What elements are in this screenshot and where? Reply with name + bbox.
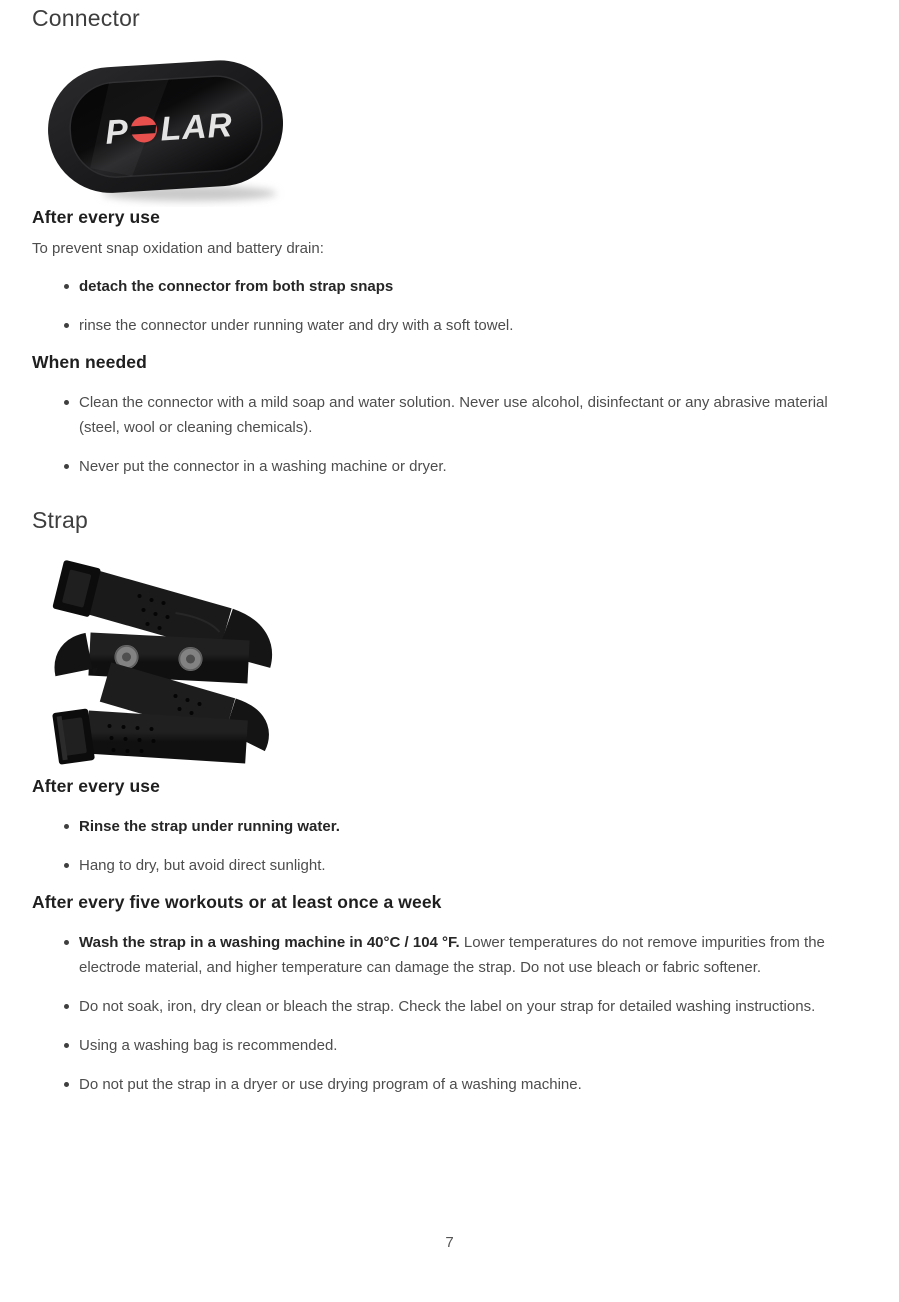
connector-section-title: Connector (32, 5, 140, 31)
section-strap (32, 507, 865, 1098)
list-item: Using a washing bag is recommended. (79, 1033, 865, 1059)
list-item: Never put the connector in a washing machine or dryer. (79, 454, 865, 480)
strap-after-use-heading: After every use (32, 775, 160, 796)
section-connector (32, 0, 865, 480)
list-item: Rinse the strap under running water. (79, 814, 865, 840)
strap-product-image (44, 558, 276, 776)
strap-section-title: Strap (32, 506, 88, 533)
strap-after-use-list (32, 814, 865, 879)
page-number: 7 (445, 1234, 454, 1251)
polar-logo-o-slit (130, 125, 157, 135)
connector-after-use-intro: To prevent snap oxidation and battery drain: (32, 240, 324, 257)
list-item: Do not put the strap in a dryer or use drying program of a washing machine. (79, 1072, 865, 1098)
connector-product-image (44, 57, 296, 207)
strap-snap-right (179, 647, 203, 671)
connector-after-use-heading: After every use (32, 207, 160, 227)
list-item: Wash the strap in a washing machine in 40°C / 104 °F. Lower temperatures do not remove impurities from the electrode material, and higher temperature can damage the strap. Do not use bleach or fabric softener. (79, 930, 865, 982)
strap-illustration (44, 558, 276, 776)
connector-when-needed-heading: When needed (32, 351, 147, 372)
connector-after-use-list (32, 274, 865, 339)
page-footer (0, 1234, 899, 1252)
list-item: detach the connector from both strap snaps (79, 274, 865, 300)
list-item: rinse the connector under running water and dry with a soft towel. (79, 313, 865, 339)
strap-middle-band (76, 645, 248, 672)
polar-logo-lar: LAR (159, 106, 234, 149)
connector-when-needed-list (32, 390, 865, 480)
strap-weekly-heading: After every five workouts or at least once a week (32, 891, 442, 912)
strap-weekly-list (32, 930, 865, 1098)
list-item: Hang to dry, but avoid direct sunlight. (79, 853, 865, 879)
polar-logo-p: P (104, 112, 130, 152)
list-item: Do not soak, iron, dry clean or bleach the strap. Check the label on your strap for detailed washing instructions. (79, 994, 865, 1020)
connector-illustration (44, 57, 296, 207)
polar-logo (104, 106, 234, 152)
list-item: Clean the connector with a mild soap and water solution. Never use alcohol, disinfectant or any abrasive material (steel, wool or cleaning chemicals). (79, 390, 865, 442)
